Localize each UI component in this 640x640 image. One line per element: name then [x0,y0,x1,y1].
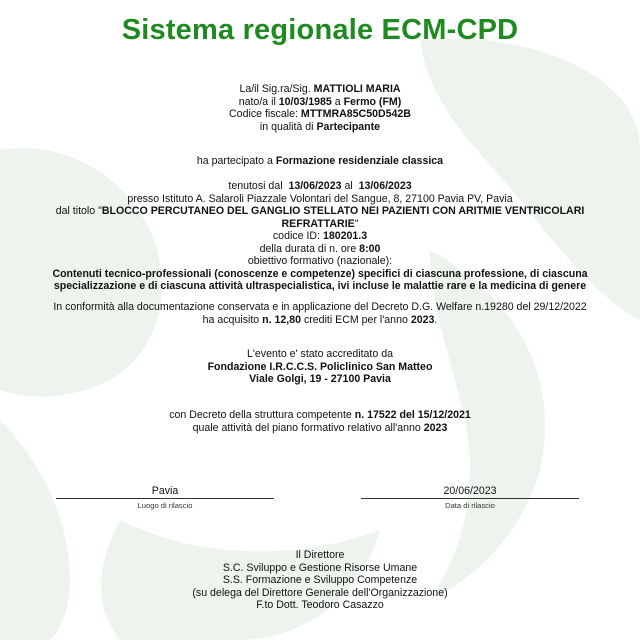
plan-year: 2023 [423,421,448,434]
title-prefix: dal titolo " [55,205,102,217]
code-label: codice ID: [272,230,320,242]
acquired-prefix: ha acquisito [202,313,260,326]
credits-end: . [434,313,438,326]
accreditation-intro: L'evento e' stato accreditato da [247,348,393,360]
director-block [0,549,640,612]
credits-line [0,314,640,327]
acquired-mid: crediti ECM per l'anno [303,313,408,326]
participated-prefix: ha partecipato a [196,155,273,167]
page-title: Sistema regionale ECM-CPD [121,14,519,46]
objective-line [0,268,640,293]
role-prefix: in qualità di [259,120,314,133]
event-type-text [0,155,640,168]
place-signature-line [56,498,274,499]
credits-amount: n. 12,80 [262,313,302,326]
birth-at: a [334,95,341,108]
director-unit: S.C. Sviluppo e Gestione Risorse Umane [222,561,418,574]
decree-number: n. 17522 del 15/12/2021 [354,409,471,421]
credits-block [0,301,640,326]
fiscal-label: Codice fiscale: [229,108,298,120]
decree-prefix: con Decreto della struttura competente [169,409,352,421]
date-to: 13/06/2023 [358,180,412,192]
birth-line [0,96,640,109]
date-signature-line [361,498,579,499]
decree-line [0,409,640,422]
fiscal-line [0,108,640,121]
plan-prefix: quale attività del piano formativo relativo all'anno [192,421,421,434]
event-dates [0,180,640,193]
participant-role: Partecipante [316,120,381,133]
director-title: Il Direttore [295,549,345,561]
event-location: presso Istituto A. Salaroli Piazzale Volontari del Sangue, 8, 27100 Pavia PV, Pavia [127,192,513,205]
date-caption: Data di rilascio [445,501,495,510]
date-to-prefix: al [344,180,353,192]
director-delegation: (su delega del Direttore Generale dell'Organizzazione) [192,586,448,599]
objective-label: obiettivo formativo (nazionale): [247,255,393,267]
accreditation-block [0,348,640,386]
event-block [0,180,640,293]
event-duration-line [0,243,640,256]
event-code: 180201.3 [322,230,368,242]
objective-text: Contenuti tecnico-professionali (conoscenze e competenze) specifici di ciascuna professione, di ciascuna specializzazione e di ciascuna attività ultraspecialistica, ivi incluse le malattie rare e la medicina di genere [52,267,588,292]
place-value: Pavia [151,485,179,497]
director-signature: F.to Dott. Teodoro Casazzo [256,599,384,611]
participant-name: MATTIOLI MARIA [313,83,401,95]
event-duration: 8:00 [359,242,381,255]
intro-text: La/il Sig.ra/Sig. [239,83,311,95]
course-title: BLOCCO PERCUTANEO DEL GANGLIO STELLATO NEI PAZIENTI CON ARITMIE VENTRICOLARI REFRATTARIE [101,205,585,230]
director-subunit: S.S. Formazione e Sviluppo Competenze [222,574,418,586]
participant-block [0,83,640,133]
date-from: 13/06/2023 [288,180,342,192]
date-value: 20/06/2023 [443,485,497,497]
event-title-line [0,205,640,230]
event-type: Formazione residenziale classica [275,155,444,167]
dates-prefix: tenutosi dal [228,180,283,192]
provider-name: Fondazione I.R.C.C.S. Policlinico San Matteo [207,360,433,373]
credits-year: 2023 [410,313,435,326]
plan-line [0,422,640,435]
provider-address: Viale Golgi, 19 - 27100 Pavia [249,373,391,385]
event-type-line [0,155,640,168]
role-line [0,121,640,134]
participant-line [0,83,640,96]
conformity-text: In conformità alla documentazione conservata e in applicazione del Decreto D.G. Welfare n.19280 del 29/12/2022 [53,301,587,313]
decree-block [0,409,640,434]
birth-date: 10/03/1985 [278,95,332,108]
birth-place: Fermo (FM) [343,95,402,108]
place-caption: Luogo di rilascio [137,501,193,510]
event-code-line [0,230,640,243]
fiscal-code: MTTMRA85C50D542B [300,108,411,120]
title-suffix: " [354,217,359,230]
born-prefix: nato/a il [238,95,276,108]
duration-prefix: della durata di n. ore [259,242,357,255]
